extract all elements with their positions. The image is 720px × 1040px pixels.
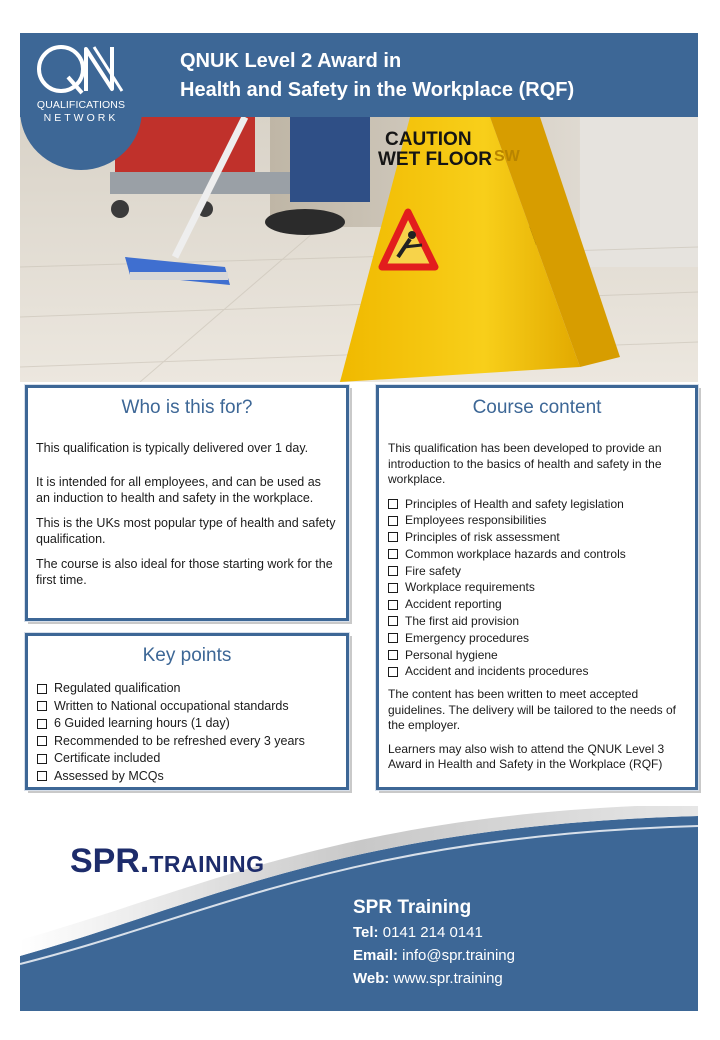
checkbox-icon [388, 549, 398, 559]
course-intro: This qualification has been developed to provide an introduction to the basics of health and safety in the workplace. [388, 441, 662, 486]
title-line-1: QNUK Level 2 Award in [180, 50, 402, 72]
list-item [388, 647, 688, 664]
who-is-this-for-panel [25, 385, 349, 621]
brand-training: TRAINING [149, 851, 265, 877]
list-item-label: Principles of Health and safety legislation [405, 496, 624, 511]
list-item-label: Emergency procedures [405, 630, 530, 645]
spr-training-logo [70, 842, 265, 881]
list-item-label: 6 Guided learning hours (1 day) [54, 716, 230, 730]
checkbox-icon [37, 736, 47, 746]
page-title [180, 47, 574, 105]
list-item [388, 613, 688, 630]
list-item-label: Certificate included [54, 751, 161, 765]
list-item [388, 596, 688, 613]
list-item [388, 630, 688, 647]
checkbox-icon [388, 499, 398, 509]
checkbox-icon [388, 583, 398, 593]
company-name: SPR Training [353, 897, 472, 918]
who-paragraph: This is the UKs most popular type of health and safety qualification. [36, 515, 336, 546]
checkbox-icon [388, 650, 398, 660]
list-item-label: Assessed by MCQs [54, 768, 164, 783]
checkbox-icon [388, 516, 398, 526]
list-item [37, 698, 305, 716]
tel-label: Tel: [353, 924, 379, 941]
email-value[interactable]: info@spr.training [398, 947, 515, 964]
sign-text-caution: CAUTION [385, 129, 472, 150]
contact-tel [353, 921, 515, 944]
list-item-label: Common workplace hazards and controls [405, 546, 626, 561]
sign-text-wet-floor: WET FLOOR [378, 149, 492, 170]
course-further-study: Learners may also wish to attend the QNUK Level 3 Award in Health and Safety in the Workplace (RQF) [388, 741, 665, 772]
who-paragraph: The course is also ideal for those starting work for the first time. [36, 556, 333, 587]
checkbox-icon [388, 566, 398, 576]
checkbox-icon [37, 754, 47, 764]
brand-spr: SPR. [70, 842, 150, 880]
list-item [37, 750, 305, 768]
checkbox-icon [37, 719, 47, 729]
list-item-label: Fire safety [405, 563, 462, 578]
list-item-label: Employees responsibilities [405, 513, 547, 528]
web-label: Web: [353, 970, 390, 987]
list-item-label: Accident reporting [405, 597, 502, 612]
list-item [37, 733, 305, 751]
checkbox-icon [37, 684, 47, 694]
list-item [388, 512, 688, 529]
contact-email [353, 944, 515, 967]
who-paragraph: It is intended for all employees, and can be used as an induction to health and safety in the workplace. [36, 474, 321, 505]
list-item [388, 563, 688, 580]
list-item [37, 715, 305, 733]
logo-text-network: NETWORK [43, 112, 119, 124]
course-content-panel [376, 385, 698, 790]
contact-block [353, 895, 515, 990]
list-item [388, 546, 688, 563]
list-item [388, 529, 688, 546]
list-item [388, 663, 688, 680]
list-item-label: The first aid provision [405, 614, 520, 629]
contact-web [353, 967, 515, 990]
list-item-label: Recommended to be refreshed every 3 years [54, 733, 305, 748]
key-points-title: Key points [142, 645, 232, 666]
list-item-label: Written to National occupational standards [54, 698, 289, 713]
list-item [37, 768, 305, 786]
checkbox-icon [37, 771, 47, 781]
checkbox-icon [388, 616, 398, 626]
list-item-label: Personal hygiene [405, 647, 498, 662]
tel-value[interactable]: 0141 214 0141 [378, 924, 483, 941]
who-title: Who is this for? [121, 397, 253, 418]
course-outro: The content has been written to meet accepted guidelines. The delivery will be tailored to the needs of the employer. [388, 687, 676, 733]
checkbox-icon [388, 633, 398, 643]
title-line-2: Health and Safety in the Workplace (RQF) [180, 79, 575, 101]
checkbox-icon [388, 532, 398, 542]
checkbox-icon [388, 667, 398, 677]
list-item [37, 680, 305, 698]
key-points-panel [25, 633, 349, 790]
checkbox-icon [388, 600, 398, 610]
web-value[interactable]: www.spr.training [389, 970, 503, 987]
course-topics-list [388, 496, 688, 681]
list-item [388, 496, 688, 513]
sign-back-text: SW [494, 148, 520, 165]
key-points-list [37, 680, 305, 785]
qn-monogram-icon [34, 43, 130, 95]
who-paragraph: This qualification is typically delivered over 1 day. [36, 441, 309, 455]
checkbox-icon [37, 701, 47, 711]
logo-text-qualifications: QUALIFICATIONS [36, 99, 126, 111]
course-title: Course content [472, 397, 602, 418]
list-item [388, 579, 688, 596]
list-item-label: Regulated qualification [54, 681, 181, 695]
email-label: Email: [353, 947, 399, 964]
list-item-label: Workplace requirements [405, 580, 535, 595]
list-item-label: Accident and incidents procedures [405, 664, 589, 679]
list-item-label: Principles of risk assessment [405, 530, 560, 545]
qnuk-logo [20, 33, 142, 170]
